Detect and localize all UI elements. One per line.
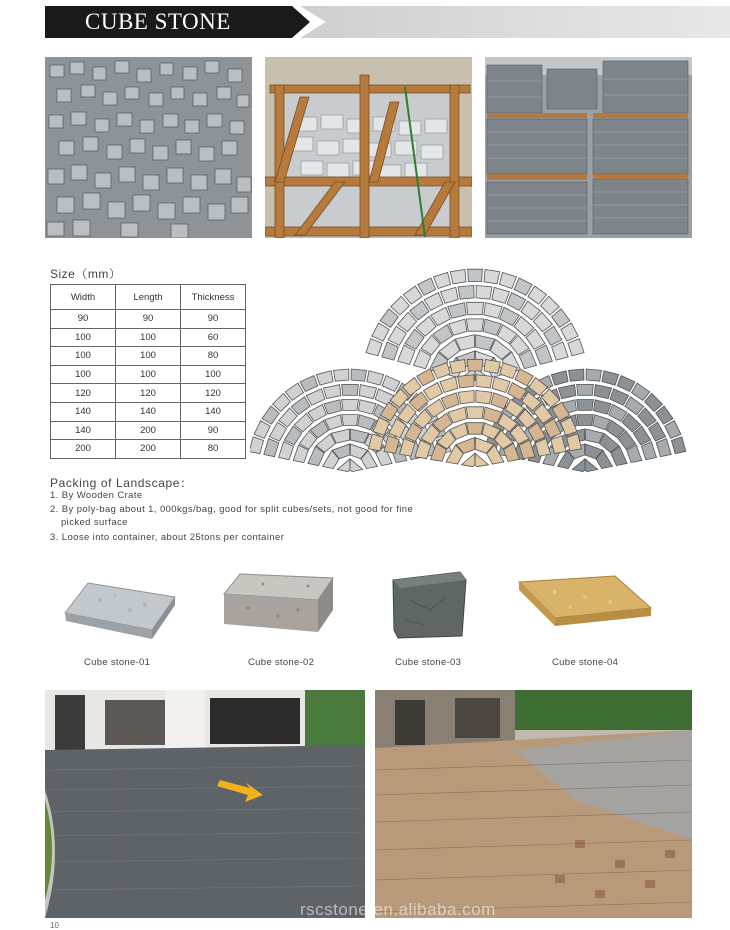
paving-stone — [359, 400, 377, 414]
paving-stone — [323, 385, 341, 399]
sample-caption-02: Cube stone-02 — [248, 657, 315, 668]
paving-stone — [285, 383, 303, 400]
paving-stone — [448, 303, 466, 319]
packing-title: Packing of Landscape： — [50, 476, 193, 490]
paving-stone — [586, 369, 601, 381]
sample-caption-03: Cube stone-03 — [395, 657, 462, 668]
paving-stone — [279, 442, 294, 460]
table-row — [51, 347, 246, 366]
paving-stone — [594, 385, 612, 399]
size-table — [50, 284, 246, 459]
paving-stone — [441, 393, 459, 409]
paving-stone — [475, 453, 489, 466]
paving-stone — [300, 376, 318, 392]
paving-stone — [440, 377, 458, 393]
table-cell: 100 — [181, 365, 246, 384]
column-header-length: Length — [116, 285, 181, 310]
paving-stone — [254, 421, 270, 439]
size-table-header — [51, 285, 246, 310]
sample-stone-03 — [390, 570, 470, 640]
paving-stone — [382, 342, 399, 360]
paving-stone — [342, 400, 359, 411]
paving-stone — [558, 385, 576, 399]
table-cell: 100 — [116, 328, 181, 347]
table-cell: 90 — [51, 310, 116, 329]
table-row — [51, 421, 246, 440]
paving-stone — [316, 371, 333, 385]
paving-stone — [324, 400, 342, 414]
photo-stacked-cubes — [485, 57, 692, 238]
paving-stone — [577, 400, 594, 411]
table-cell: 200 — [116, 440, 181, 459]
table-cell: 60 — [181, 328, 246, 347]
paving-stone — [417, 369, 435, 386]
paving-stone — [508, 383, 527, 401]
paving-stone — [458, 375, 474, 388]
table-cell: 120 — [116, 384, 181, 403]
paving-stone — [273, 393, 291, 411]
paving-stone — [499, 272, 516, 288]
paving-stone — [645, 393, 663, 411]
table-cell: 140 — [181, 402, 246, 421]
paving-stone — [577, 415, 593, 426]
paving-stone — [476, 285, 492, 299]
paving-stone — [466, 302, 483, 314]
table-cell: 140 — [116, 402, 181, 421]
paving-stone — [466, 407, 484, 419]
paving-stone — [602, 371, 619, 385]
packing-item-3: 3. Loose into container, about 25tons per container — [50, 532, 285, 543]
sample-stone-02 — [218, 572, 338, 642]
photo-courtyard-yellow-cubes — [375, 690, 692, 918]
paving-stone — [367, 371, 384, 385]
paving-stone — [450, 360, 466, 374]
table-cell: 100 — [51, 365, 116, 384]
table-cell: 100 — [116, 365, 181, 384]
paving-stone — [342, 384, 359, 395]
table-row — [51, 310, 246, 329]
fan-pattern-illustration — [250, 262, 695, 472]
paving-stone — [466, 319, 483, 331]
photo-wooden-crate — [265, 57, 472, 238]
watermark-text: rscstone.en.alibaba.com — [300, 900, 496, 919]
paving-stone — [342, 415, 358, 426]
paving-stone — [514, 278, 532, 295]
paving-stone — [458, 285, 474, 299]
paving-stone — [551, 371, 568, 385]
paving-stone — [264, 439, 279, 457]
packing-item-2: 2. By poly-bag about 1, 000kgs/bag, good for split cubes/sets, not good for fine — [50, 504, 414, 515]
paving-stone — [568, 339, 584, 356]
photo-driveway-dark-cubes — [45, 690, 365, 918]
paving-stone — [585, 459, 598, 472]
sample-caption-04: Cube stone-04 — [552, 657, 619, 668]
table-row — [51, 384, 246, 403]
sample-caption-01: Cube stone-01 — [84, 657, 151, 668]
table-row — [51, 328, 246, 347]
paving-stone — [306, 389, 325, 405]
table-cell: 90 — [181, 310, 246, 329]
paving-stone — [572, 459, 585, 472]
paving-stone — [375, 389, 394, 405]
paving-stone — [423, 383, 442, 401]
column-header-width: Width — [51, 285, 116, 310]
table-cell: 90 — [116, 310, 181, 329]
paving-stone — [484, 270, 500, 284]
table-cell: 80 — [181, 347, 246, 366]
header-banner-grey — [300, 6, 730, 38]
paving-stone — [665, 421, 681, 439]
paving-stone — [351, 369, 366, 381]
paving-stone — [468, 269, 483, 281]
paving-stone — [671, 437, 686, 454]
paving-stone — [476, 390, 492, 403]
page-title: CUBE STONE — [85, 9, 231, 34]
table-cell: 140 — [51, 421, 116, 440]
paving-stone — [617, 376, 635, 392]
page-number: 10 — [50, 921, 59, 930]
paving-stone — [610, 389, 629, 405]
table-row — [51, 402, 246, 421]
table-cell: 100 — [51, 347, 116, 366]
paving-stone — [269, 422, 286, 441]
paving-stone — [552, 342, 569, 360]
paving-stone — [450, 270, 466, 284]
paving-stone — [334, 369, 349, 381]
paving-stone — [577, 384, 594, 395]
table-cell: 90 — [181, 421, 246, 440]
table-row — [51, 440, 246, 459]
paving-stone — [484, 303, 502, 319]
paving-stone — [337, 459, 350, 472]
table-cell: 100 — [116, 347, 181, 366]
table-cell: 140 — [51, 402, 116, 421]
paving-stone — [515, 369, 533, 386]
sample-stone-04 — [515, 572, 655, 642]
paving-stone — [262, 406, 279, 424]
table-cell: 200 — [116, 421, 181, 440]
table-cell: 100 — [51, 328, 116, 347]
table-cell: 200 — [51, 440, 116, 459]
table-cell: 80 — [181, 440, 246, 459]
paving-stone — [632, 383, 650, 400]
packing-item-2-continued: picked surface — [61, 517, 128, 528]
paving-stone — [492, 377, 510, 393]
paving-stone — [418, 278, 436, 295]
paving-stone — [366, 339, 382, 356]
paving-stone — [656, 439, 671, 457]
photo-pile-of-cubes — [45, 57, 252, 238]
paving-stone — [441, 287, 459, 303]
paving-stone — [350, 459, 363, 472]
packing-item-1: 1. By Wooden Crate — [50, 490, 143, 501]
paving-stone — [641, 442, 656, 460]
paving-stone — [359, 385, 377, 399]
paving-stone — [382, 376, 400, 392]
table-row — [51, 365, 246, 384]
paving-stone — [434, 272, 451, 288]
paving-stone — [467, 423, 484, 435]
paving-stone — [569, 369, 584, 381]
paving-stone — [649, 422, 666, 441]
paving-stone — [467, 359, 482, 371]
paving-stone — [594, 400, 612, 414]
paving-stone — [561, 323, 578, 341]
paving-stone — [484, 360, 500, 374]
paving-stone — [458, 390, 474, 403]
table-cell: 120 — [181, 384, 246, 403]
table-cell: 120 — [51, 384, 116, 403]
size-label: Size（mm） — [50, 267, 122, 281]
paving-stone — [656, 406, 673, 424]
paving-stone — [492, 287, 510, 303]
paving-stone — [476, 375, 492, 388]
paving-stone — [462, 453, 476, 466]
paving-stone — [250, 437, 264, 454]
column-header-thickness: Thickness — [181, 285, 246, 310]
sample-stone-01 — [60, 575, 180, 643]
paving-stone — [372, 323, 389, 341]
